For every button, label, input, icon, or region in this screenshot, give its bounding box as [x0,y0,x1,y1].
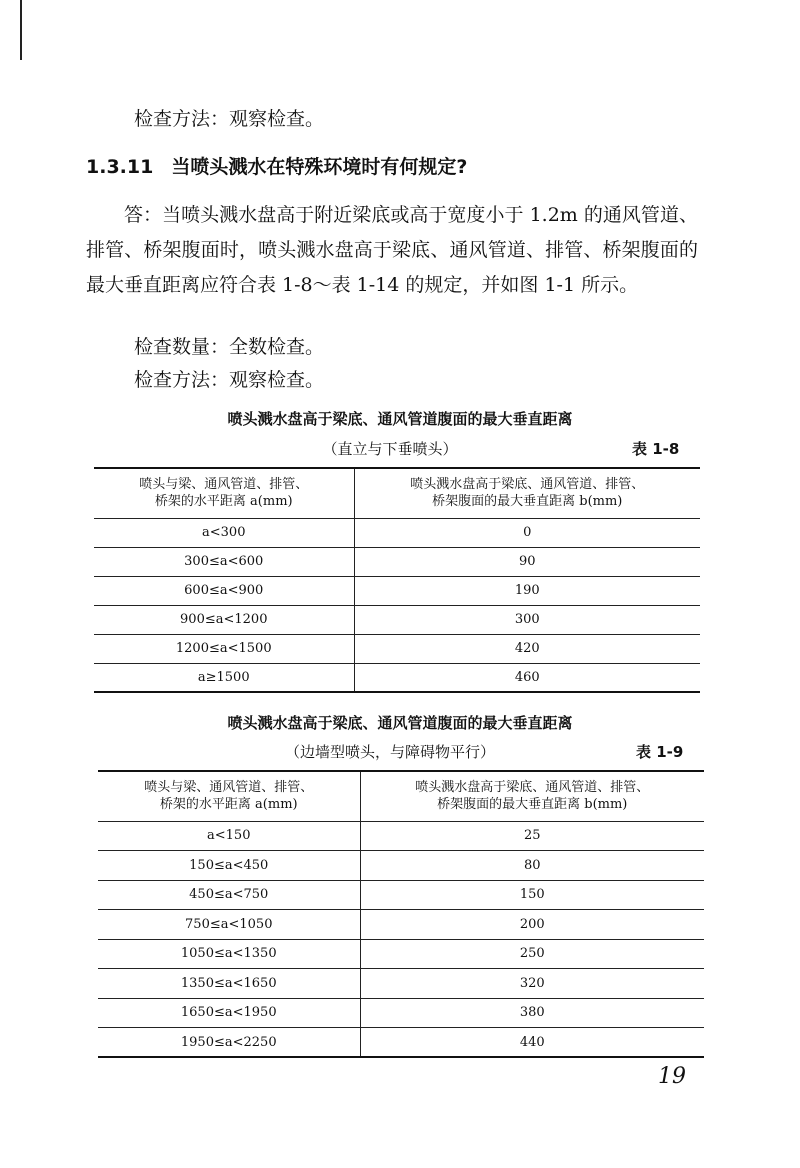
page-edge-line [20,0,22,60]
horizontal-distance-cell: a<150 [98,821,360,851]
max-vertical-distance-cell: 460 [354,663,700,692]
table-1-8-caption: 喷头溅水盘高于梁底、通风管道腹面的最大垂直距离 [227,410,573,428]
table-1-9-caption: 喷头溅水盘高于梁底、通风管道腹面的最大垂直距离 [227,714,573,732]
header-horizontal-distance [98,771,360,821]
max-vertical-distance-cell: 320 [360,969,704,999]
max-vertical-distance-cell: 190 [354,576,700,605]
max-vertical-distance-cell: 0 [354,518,700,547]
header-line: 喷头溅水盘高于梁底、通风管道、排管、 [415,780,650,796]
horizontal-distance-cell: 600≤a<900 [94,576,354,605]
check-method: 检查方法：观察检查。 [134,369,325,391]
check-quantity: 检查数量：全数检查。 [134,336,325,358]
horizontal-distance-cell: 300≤a<600 [94,547,354,576]
table-row [94,605,700,634]
horizontal-distance-cell: 1950≤a<2250 [98,1028,360,1058]
table-1-8-number: 表 1-8 [632,440,680,458]
table-row [94,576,700,605]
header-vertical-distance [360,771,704,821]
header-vertical-distance [354,468,700,518]
max-vertical-distance-cell: 80 [360,851,704,881]
horizontal-distance-cell: 150≤a<450 [98,851,360,881]
header-line: 桥架的水平距离 a(mm) [159,797,298,813]
table-1-9-number: 表 1-9 [636,743,684,761]
table-1-8 [94,467,700,693]
header-line: 桥架腹面的最大垂直距离 b(mm) [432,494,623,510]
top-check-method: 检查方法：观察检查。 [134,108,325,130]
max-vertical-distance-cell: 440 [360,1028,704,1058]
max-vertical-distance-cell: 300 [354,605,700,634]
table-row [98,969,704,999]
header-line: 喷头与梁、通风管道、排管、 [144,780,314,796]
table-1-9-subcaption: （边墙型喷头，与障碍物平行） [284,743,495,761]
header-line: 喷头与梁、通风管道、排管、 [139,477,309,493]
table-row [98,880,704,910]
horizontal-distance-cell: a<300 [94,518,354,547]
max-vertical-distance-cell: 25 [360,821,704,851]
table-header-row [94,468,700,518]
table-row [98,998,704,1028]
max-vertical-distance-cell: 200 [360,910,704,940]
horizontal-distance-cell: 1650≤a<1950 [98,998,360,1028]
section-title: 当喷头溅水在特殊环境时有何规定? [171,156,468,178]
table-1-9 [98,770,704,1058]
table-row [98,1028,704,1058]
horizontal-distance-cell: 900≤a<1200 [94,605,354,634]
table-row [98,821,704,851]
max-vertical-distance-cell: 250 [360,939,704,969]
horizontal-distance-cell: 1200≤a<1500 [94,634,354,663]
section-heading [86,152,467,179]
horizontal-distance-cell: a≥1500 [94,663,354,692]
horizontal-distance-cell: 1350≤a<1650 [98,969,360,999]
header-line: 桥架腹面的最大垂直距离 b(mm) [437,797,628,813]
header-line: 桥架的水平距离 a(mm) [154,494,293,510]
table-row [94,634,700,663]
horizontal-distance-cell: 1050≤a<1350 [98,939,360,969]
horizontal-distance-cell: 750≤a<1050 [98,910,360,940]
table-1-8-subcaption: （直立与下垂喷头） [322,440,458,458]
max-vertical-distance-cell: 150 [360,880,704,910]
max-vertical-distance-cell: 420 [354,634,700,663]
max-vertical-distance-cell: 380 [360,998,704,1028]
answer-paragraph: 答：当喷头溅水盘高于附近梁底或高于宽度小于 1.2m 的通风管道、排管、桥架腹面时，喷头溅水盘高于梁底、通风管道、排管、桥架腹面的最大垂直距离应符合表 1-8～表 1-14 的规定，并如图 1-1 所示。 [86,204,698,296]
horizontal-distance-cell: 450≤a<750 [98,880,360,910]
table-header-row [98,771,704,821]
table-row [94,518,700,547]
table-row [98,939,704,969]
table-row [98,910,704,940]
max-vertical-distance-cell: 90 [354,547,700,576]
header-horizontal-distance [94,468,354,518]
page-number: 19 [658,1064,686,1089]
header-line: 喷头溅水盘高于梁底、通风管道、排管、 [410,477,645,493]
table-row [98,851,704,881]
section-number: 1.3.11 [86,156,154,178]
table-row [94,663,700,692]
table-row [94,547,700,576]
